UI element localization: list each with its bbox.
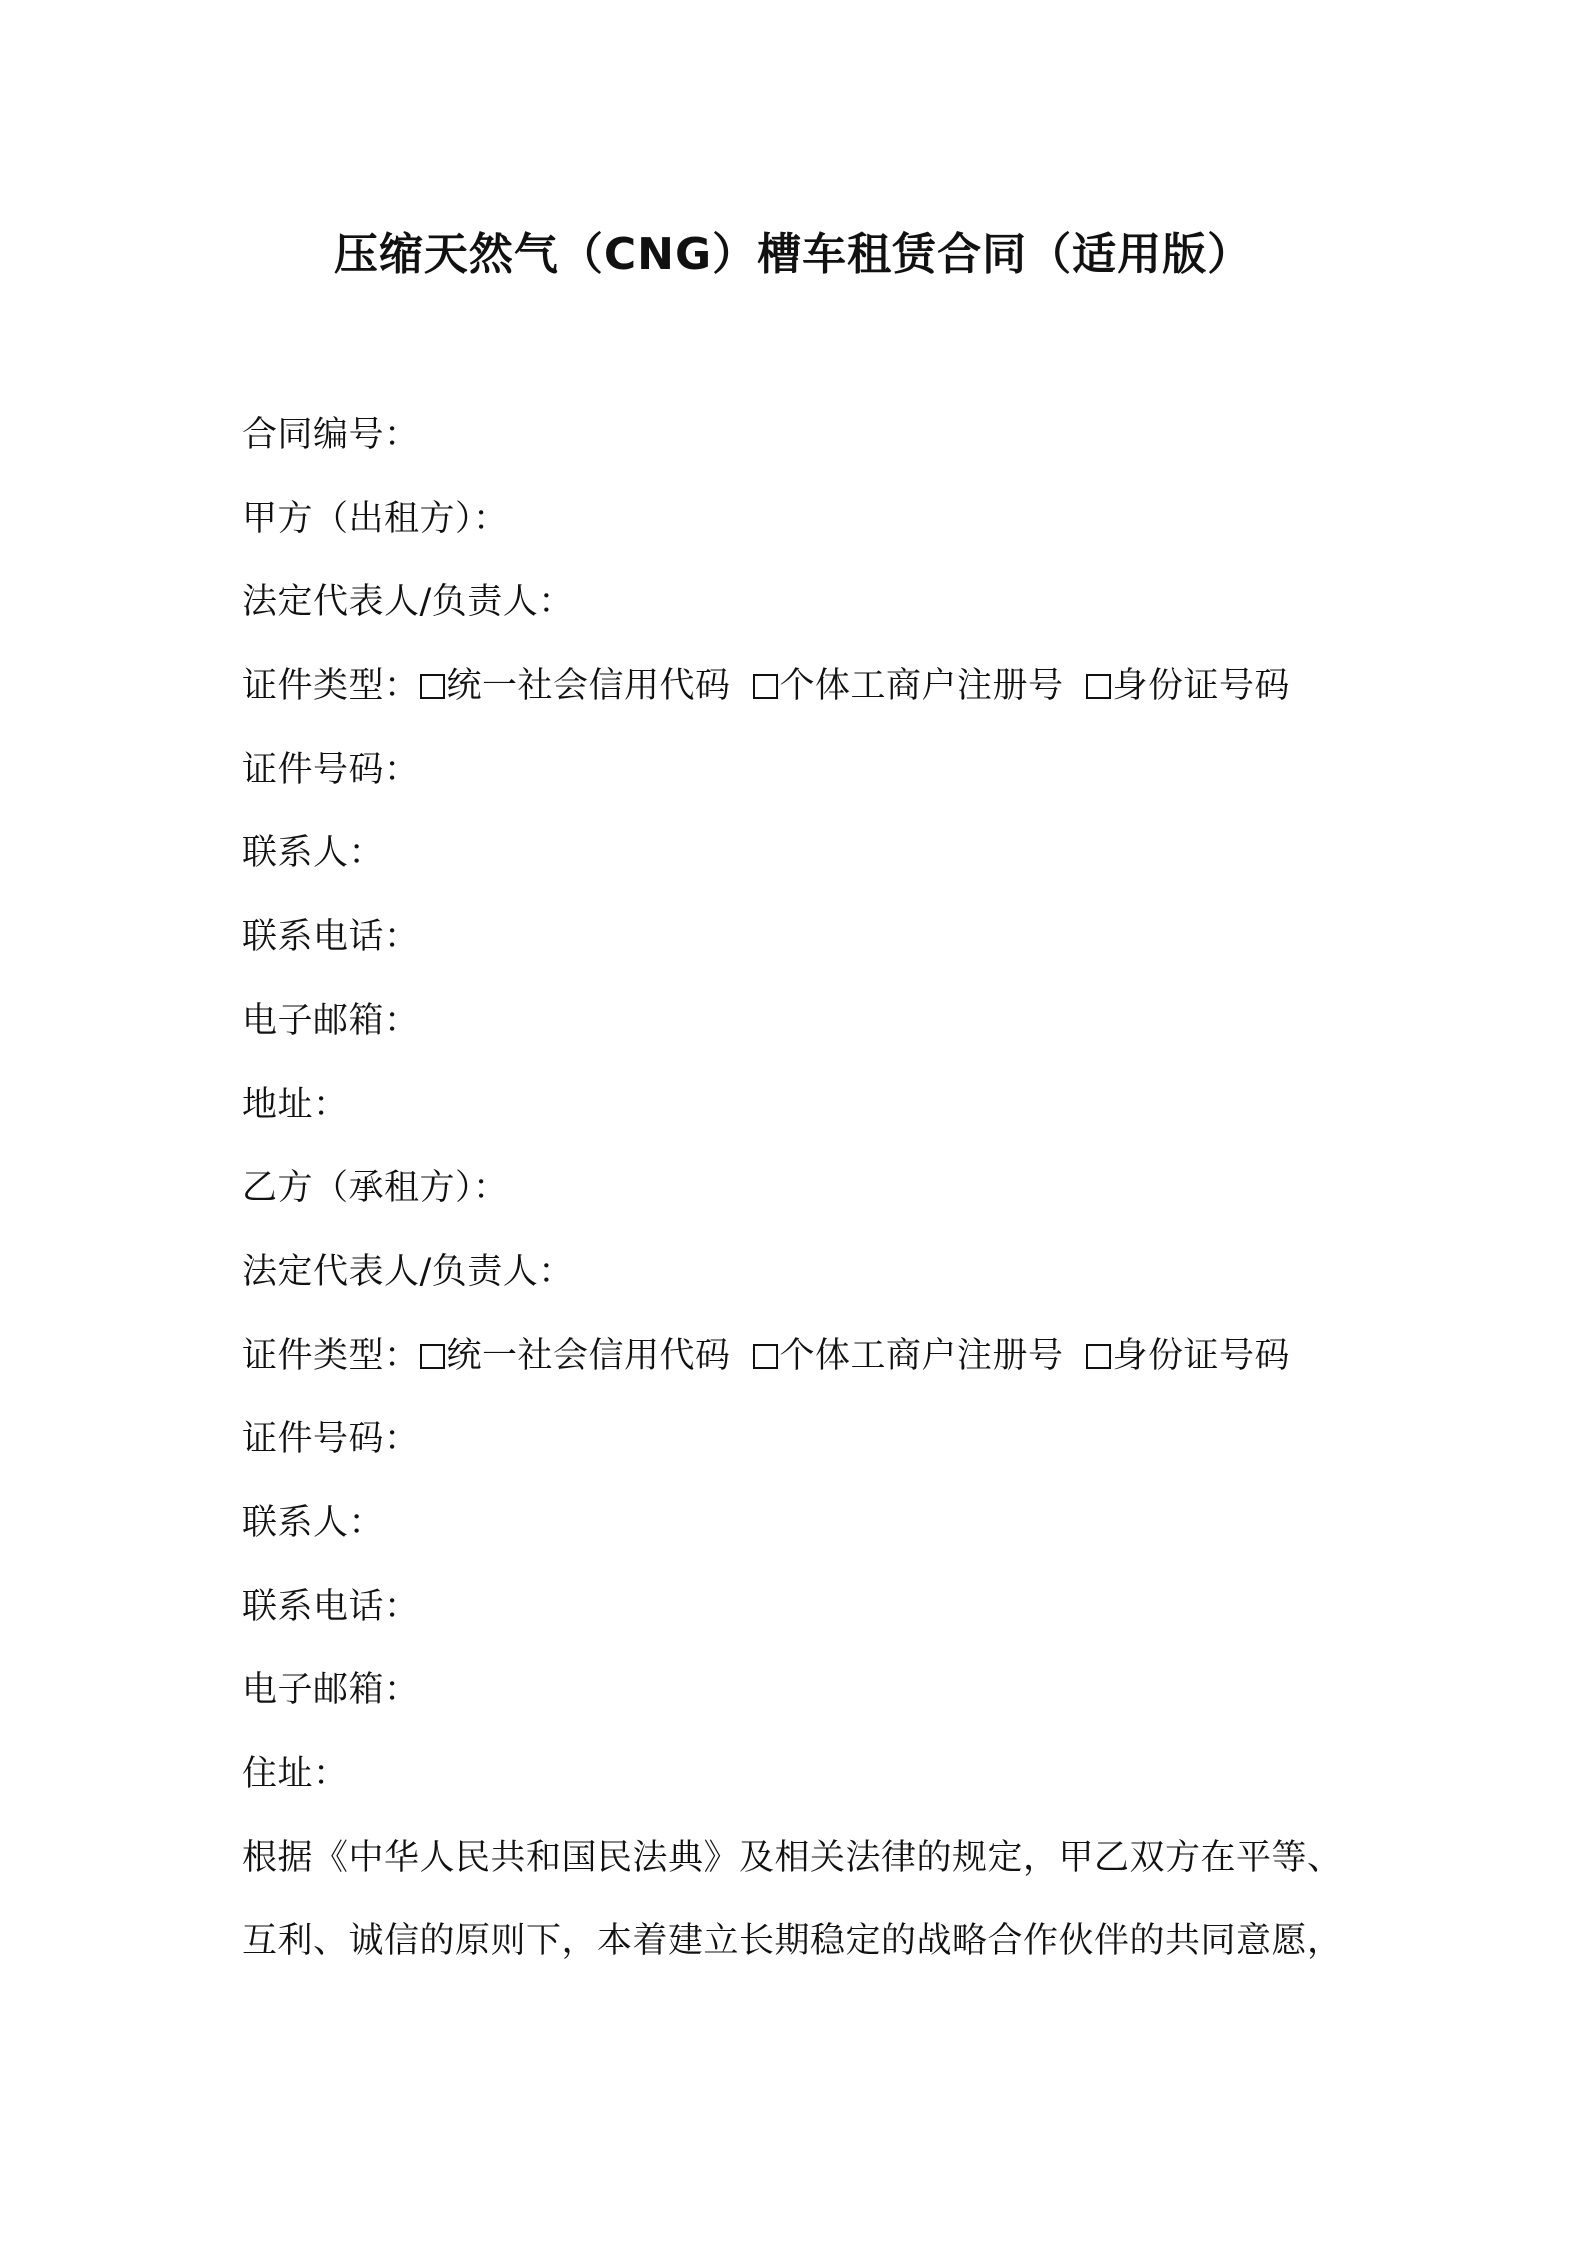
party-a-representative-line: 法定代表人/负责人： bbox=[242, 582, 574, 623]
party-b-line: 乙方（承租方）： bbox=[242, 1168, 509, 1209]
id-option-label: 个体工商户注册号 bbox=[779, 1335, 1064, 1376]
party-b-contact-line: 联系人： bbox=[242, 1502, 385, 1543]
id-option-business-registration[interactable] bbox=[753, 1326, 1064, 1386]
party-a-email-line: 电子邮箱： bbox=[242, 1000, 420, 1041]
preamble-line-1: 根据《中华人民共和国民法典》及相关法律的规定，甲乙双方在平等、 bbox=[242, 1837, 1343, 1878]
party-a-id-type-line bbox=[242, 656, 1372, 740]
checkbox-icon[interactable] bbox=[1086, 1344, 1111, 1369]
id-option-label: 身份证号码 bbox=[1112, 1335, 1291, 1376]
party-a-phone-line: 联系电话： bbox=[242, 917, 420, 958]
party-b-address-line: 住址： bbox=[242, 1754, 349, 1794]
id-option-label: 统一社会信用代码 bbox=[446, 666, 731, 707]
id-option-id-card[interactable] bbox=[1086, 1326, 1291, 1386]
id-option-label: 身份证号码 bbox=[1112, 666, 1291, 707]
checkbox-icon[interactable] bbox=[420, 674, 445, 699]
id-option-label: 个体工商户注册号 bbox=[779, 666, 1064, 707]
party-b-email-line: 电子邮箱： bbox=[242, 1670, 420, 1711]
checkbox-icon[interactable] bbox=[420, 1344, 445, 1369]
id-option-business-registration[interactable] bbox=[753, 656, 1064, 716]
party-a-line: 甲方（出租方）： bbox=[242, 498, 509, 539]
party-b-representative-line: 法定代表人/负责人： bbox=[242, 1251, 574, 1292]
party-a-address-line: 地址： bbox=[242, 1084, 349, 1125]
id-option-id-card[interactable] bbox=[1086, 656, 1291, 716]
id-option-credit-code[interactable] bbox=[420, 656, 731, 716]
party-b-id-number-line: 证件号码： bbox=[242, 1419, 420, 1460]
checkbox-icon[interactable] bbox=[753, 1344, 778, 1369]
document-title: 压缩天然气（CNG）槽车租赁合同（适用版） bbox=[333, 229, 1253, 280]
id-type-label: 证件类型： bbox=[242, 1335, 420, 1376]
party-b-phone-line: 联系电话： bbox=[242, 1586, 420, 1627]
checkbox-icon[interactable] bbox=[753, 674, 778, 699]
contract-body bbox=[242, 405, 1372, 1995]
party-a-contact-line: 联系人： bbox=[242, 833, 385, 874]
party-a-id-number-line: 证件号码： bbox=[242, 749, 420, 790]
party-b-id-type-line bbox=[242, 1326, 1372, 1410]
preamble-line-2: 互利、诚信的原则下，本着建立长期稳定的战略合作伙伴的共同意愿， bbox=[242, 1921, 1343, 1962]
checkbox-icon[interactable] bbox=[1086, 674, 1111, 699]
contract-number-line: 合同编号： bbox=[242, 415, 420, 455]
id-option-label: 统一社会信用代码 bbox=[446, 1335, 731, 1376]
id-type-label: 证件类型： bbox=[242, 666, 420, 707]
id-option-credit-code[interactable] bbox=[420, 1326, 731, 1386]
